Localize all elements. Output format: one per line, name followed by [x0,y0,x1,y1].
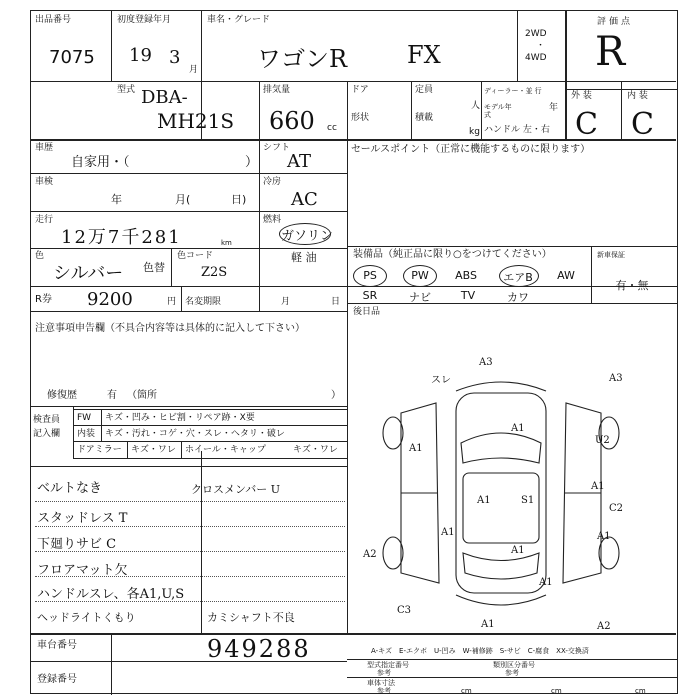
equip-navi: ナビ [409,291,431,304]
mileage-label: 走行 [35,215,54,225]
mark-s1: S1 [521,495,535,506]
type-prefix: DBA- [141,87,188,108]
interior-grade: C [631,107,654,142]
mark-u2: U2 [595,435,610,446]
mark-a3-top: A3 [479,357,493,368]
note-6: ヘッドライトくもり [37,611,136,624]
chassis-label: 車台番号 [37,640,77,651]
kg-unit: kg [469,127,480,137]
year-unit: 年 [549,103,559,113]
lot-label: 出品番号 [35,15,72,25]
repair-value: 有 [107,390,117,401]
color-label: 色 [35,251,45,261]
color-code-label: 色コード [177,251,214,261]
inspection-month: 月( [175,193,191,206]
shift-label: シフト [263,143,291,153]
title-change-label: 名変期限 [185,297,222,307]
exterior-label: 外 装 [571,91,592,101]
grade-label: 評価点 [597,17,634,27]
person-unit: 人 [471,101,481,111]
wheel-fl [383,417,403,449]
ac-label: 冷房 [263,177,282,187]
length-ref: 参考 [377,687,391,695]
category-ref: 参考 [505,669,519,677]
cm-2: cm [551,687,562,695]
km-unit: km [221,239,232,247]
legend: A-キズ E-エクボ U-凹み W-補修跡 S-サビ C-腐食 XX-交換済 [371,647,589,655]
mark-a2-left: A2 [363,549,377,560]
front-bumper [456,382,546,391]
inspection-year: 年 [111,193,122,206]
type-code: MH21S [157,109,235,133]
use-value: 自家用・（ [71,155,130,170]
note-4: フロアマット欠 [37,563,128,578]
equip-airbag-circle [499,265,539,287]
later-label: 後日品 [353,307,381,317]
rear-bumper [456,595,546,605]
recycle-value: 9200 [87,289,133,310]
repair-label: 修復歴 [47,390,77,401]
warranty-value: 有・無 [615,279,649,292]
interior-label: 内 装 [627,91,648,101]
repair-close: ） [331,390,341,401]
chassis-value: 949288 [207,635,311,663]
mark-c2: C2 [609,503,624,514]
mark-a1-right: A1 [591,481,605,492]
mark-a1-roof: A1 [477,495,491,506]
drive-dot: ・ [536,41,546,51]
equip-ps: PS [363,269,377,282]
fuel-diesel: 軽 油 [291,251,317,264]
modify-ref: 参考 [377,669,391,677]
reg-month: 3 [169,47,181,68]
color-change-label: 色替 [143,261,165,274]
mark-a1-rear: A1 [511,545,525,556]
first-reg-label: 初度登録年月 [117,15,172,25]
door-label: ドア [351,85,369,95]
warranty-label: 新車保証 [597,251,625,259]
equip-ps-circle [353,265,387,287]
category-label: 類別区分番号 [493,661,535,669]
wheel-rl [383,537,403,569]
cm-3: cm [635,687,646,695]
modify-label: 型式指定番号 [367,661,409,669]
mark-a3-right: A3 [609,373,623,384]
mark-c3: C3 [397,605,412,616]
model-label: 車名・グレード [207,15,271,25]
mark-a2-right: A2 [597,621,611,631]
length-label: 車体寸法 [367,679,395,687]
roof [463,473,539,543]
car-body-outline [456,393,546,593]
car-grade: FX [407,41,441,69]
fuel-label: 燃料 [263,215,282,225]
exterior-grade: C [575,107,598,142]
mark-a1-trunk: A1 [539,577,553,588]
mark-a1-left: A1 [409,443,423,454]
equip-pw: PW [411,269,429,282]
wheel-text: キズ・ワレ [293,445,338,455]
wheel-label: ホイール・キャップ [185,445,266,455]
inspection-day: 日) [231,193,247,206]
mark-a1-lside: A1 [441,527,455,538]
mark-a1-rside: A1 [597,531,611,542]
caution-label: 注意事項申告欄（不具合内容等は具体的に記入して下さい） [35,323,305,334]
mirror-text: キズ・ワレ [131,445,176,455]
mark-a1-bottom: A1 [481,619,495,630]
note-2: スタッドレス T [37,511,128,526]
recycle-label: R券 [35,294,52,305]
score: R [595,29,626,75]
note-1: ベルトなき [37,481,103,496]
color-value: シルバー [53,263,124,284]
model-year-label: モデル年式 [484,103,512,119]
windshield [461,433,541,463]
fuel-value: ガソリン [281,229,334,244]
fuel-circle [279,223,334,245]
note-5: ハンドルスレ、各A1,U,S [37,587,185,602]
cc-unit: cc [327,123,337,133]
registration-label: 登録番号 [37,674,77,685]
int-label: 内装 [77,429,96,439]
auction-sheet [30,10,678,694]
mark-scuff: スレ [431,375,451,386]
drive-2wd: 2WD [525,29,547,39]
month-unit: 月 [189,65,199,75]
type-label: 型式 [117,85,136,95]
fw-text: キズ・凹み・ヒビ割・リペア跡・X要 [105,413,255,423]
record-label: 記入欄 [33,429,61,439]
handle-label: ハンドル 左・右 [484,125,550,135]
equip-sr: SR [362,289,378,302]
use-label: 車歴 [35,143,54,153]
inspection-label: 車検 [35,177,54,187]
sales-point-label: セールスポイント（正常に機能するものに限ります） [351,144,591,155]
fw-label: FW [77,413,92,423]
color-code-value: Z2S [201,265,228,280]
mark-a1-hood: A1 [511,423,525,434]
ac-value: AC [291,189,318,210]
displacement-label: 排気量 [263,85,291,95]
load-label: 積載 [415,113,434,123]
inspector-label: 検査員 [33,415,61,425]
yen-unit: 円 [167,297,177,307]
equip-leather: カワ [507,291,529,304]
mileage-value: 12万7千281 [61,227,182,248]
displacement: 660 [269,107,315,135]
reg-year: 19 [129,45,152,66]
use-close: ） [245,155,259,170]
car-name: ワゴンR [257,45,348,73]
cm-1: cm [461,687,472,695]
repair-place: （箇所 [127,390,157,401]
lot-number: 7075 [49,47,95,68]
note-right-2: カミシャフト不良 [207,611,295,624]
mirror-label: ドアミラー [77,445,122,455]
equip-tv: TV [460,289,476,302]
car-damage-diagram [361,353,661,631]
equip-pw-circle [403,265,437,287]
equip-airbag: エアB [503,271,533,284]
shift-value: AT [287,151,312,172]
dealer-label: ディーラー・並 行 [484,87,542,95]
title-month: 月 [281,297,291,307]
shape-label: 形状 [351,113,370,123]
capacity-label: 定員 [415,85,434,95]
equip-aw: AW [557,269,575,282]
rear-window [463,553,539,579]
note-right-1: クロスメンバー U [191,483,280,496]
int-text: キズ・汚れ・コゲ・穴・スレ・ヘタリ・破レ [105,429,285,439]
equipment-label: 装備品（純正品に限り○をつけてください） [353,249,552,260]
title-day: 日 [331,297,341,307]
drive-4wd: 4WD [525,53,547,63]
note-3: 下廻りサビ C [37,537,117,552]
equip-abs: ABS [455,269,477,282]
